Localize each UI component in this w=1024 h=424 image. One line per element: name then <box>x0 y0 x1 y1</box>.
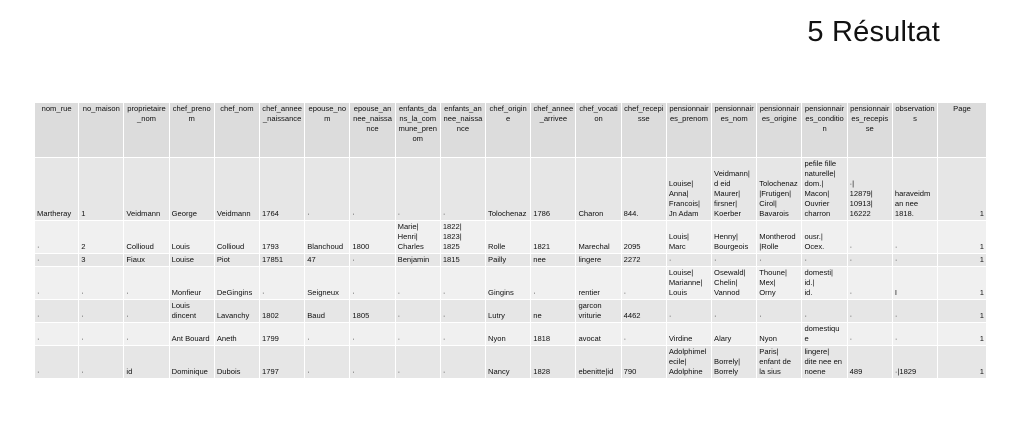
table-cell: Marie| Henri| Charles <box>395 221 440 254</box>
table-cell: Collioud <box>214 221 259 254</box>
column-header: observations <box>892 103 937 158</box>
table-cell: avocat <box>576 323 621 346</box>
table-cell: Charon <box>576 158 621 221</box>
table-cell: · <box>531 267 576 300</box>
table-row <box>35 323 987 346</box>
table-cell: Marechal <box>576 221 621 254</box>
column-header: chef_prenom <box>169 103 214 158</box>
table-cell: · <box>79 323 124 346</box>
table-cell: ousr.| Ocex. <box>802 221 847 254</box>
column-header: enfants_annee_naissance <box>440 103 485 158</box>
table-cell: id <box>124 346 169 379</box>
table-cell: 1821 <box>531 221 576 254</box>
column-header: pensionnaires_recepisse <box>847 103 892 158</box>
table-cell: Borrely| Borrely <box>712 346 757 379</box>
table-cell: 17851 <box>260 254 305 267</box>
table-cell: 2095 <box>621 221 666 254</box>
table-cell: · <box>395 323 440 346</box>
table-cell: Adolphimel ecile| Adolphine <box>666 346 711 379</box>
table-cell: 1 <box>938 323 986 346</box>
table-cell: · <box>440 300 485 323</box>
table-cell: rentier <box>576 267 621 300</box>
table-cell: · <box>79 346 124 379</box>
table-cell: Alary <box>712 323 757 346</box>
table-cell: Aneth <box>214 323 259 346</box>
table-cell: Montherod |Rolle <box>757 221 802 254</box>
table-cell: · <box>395 158 440 221</box>
table-header-row <box>35 103 987 158</box>
column-header: chef_vocation <box>576 103 621 158</box>
table-cell: DeGingins <box>214 267 259 300</box>
table-cell: domesti| id.| id. <box>802 267 847 300</box>
table-cell: 1797 <box>260 346 305 379</box>
table-cell: · <box>79 300 124 323</box>
table-cell: 1818 <box>531 323 576 346</box>
table-cell: Lutry <box>486 300 531 323</box>
column-header: pensionnaires_origine <box>757 103 802 158</box>
table-cell: Fiaux <box>124 254 169 267</box>
table-cell: 1764 <box>260 158 305 221</box>
table-cell: 1 <box>938 300 986 323</box>
table-row <box>35 158 987 221</box>
table-cell: · <box>892 323 937 346</box>
column-header: proprietaire_nom <box>124 103 169 158</box>
table-cell: · <box>305 346 350 379</box>
table-cell: · <box>892 221 937 254</box>
table-cell: Gingins <box>486 267 531 300</box>
table-cell: 1828 <box>531 346 576 379</box>
column-header: pensionnaires_nom <box>712 103 757 158</box>
column-header: chef_origine <box>486 103 531 158</box>
table-cell: · <box>395 267 440 300</box>
table-cell: · <box>305 158 350 221</box>
table-cell: · <box>350 323 395 346</box>
table-cell: Veidmann| d eid Maurer| firsner| Koerber <box>712 158 757 221</box>
table-cell: · <box>440 346 485 379</box>
table-cell: Louis| Marc <box>666 221 711 254</box>
table-cell: 1793 <box>260 221 305 254</box>
column-header: chef_annee_arrivee <box>531 103 576 158</box>
table-cell: · <box>892 254 937 267</box>
table-cell: lingere <box>576 254 621 267</box>
table-cell: · <box>395 300 440 323</box>
column-header: epouse_nom <box>305 103 350 158</box>
table-cell: Baud <box>305 300 350 323</box>
table-cell: · <box>847 323 892 346</box>
column-header: chef_recepisse <box>621 103 666 158</box>
table-cell: haraveidm an nee 1818. <box>892 158 937 221</box>
table-cell: 1802 <box>260 300 305 323</box>
table-cell: · <box>847 254 892 267</box>
table-cell: 47 <box>305 254 350 267</box>
table-cell: 4462 <box>621 300 666 323</box>
table-cell: domestiqu e <box>802 323 847 346</box>
table-cell: · <box>666 254 711 267</box>
table-cell: · <box>350 158 395 221</box>
table-cell: Virdine <box>666 323 711 346</box>
table-cell: Dubois <box>214 346 259 379</box>
table-cell: 1 <box>938 221 986 254</box>
table-cell: · <box>35 221 79 254</box>
table-cell: · <box>350 346 395 379</box>
table-cell: Louise <box>169 254 214 267</box>
table-cell: Thoune| Mex| Orny <box>757 267 802 300</box>
table-cell: Piot <box>214 254 259 267</box>
table-cell: 1822| 1823| 1825 <box>440 221 485 254</box>
table-cell: Tolochenaz <box>486 158 531 221</box>
table-cell: · <box>35 254 79 267</box>
table-cell: 1 <box>938 158 986 221</box>
table-cell: 1805 <box>350 300 395 323</box>
table-cell: 489 <box>847 346 892 379</box>
results-table <box>34 102 986 378</box>
column-header: epouse_annee_naissance <box>350 103 395 158</box>
table-cell: 844. <box>621 158 666 221</box>
table-cell: pefile fille naturelle| dom.| Macon| Ouvrier charron <box>802 158 847 221</box>
table-cell: Louis <box>169 221 214 254</box>
table-cell: · <box>440 323 485 346</box>
table-cell: · <box>621 267 666 300</box>
table-cell: · <box>757 254 802 267</box>
table-cell: · <box>124 267 169 300</box>
table-cell: Blanchoud <box>305 221 350 254</box>
table-cell: 1786 <box>531 158 576 221</box>
table-cell: · <box>440 158 485 221</box>
table-cell: 2272 <box>621 254 666 267</box>
table-cell: 1 <box>79 158 124 221</box>
column-header: nom_rue <box>35 103 79 158</box>
table-cell: · <box>802 300 847 323</box>
table-row <box>35 221 987 254</box>
column-header: pensionnaires_prenom <box>666 103 711 158</box>
table-cell: 1800 <box>350 221 395 254</box>
table-cell: · <box>712 300 757 323</box>
table-cell: Veidmann <box>214 158 259 221</box>
table-cell: nee <box>531 254 576 267</box>
table-cell: · <box>79 267 124 300</box>
table-cell: · <box>35 267 79 300</box>
table-cell: · <box>847 267 892 300</box>
table-cell: Lavanchy <box>214 300 259 323</box>
table-row <box>35 254 987 267</box>
table-cell: · <box>305 323 350 346</box>
table-cell: Dominique <box>169 346 214 379</box>
table-row <box>35 300 987 323</box>
table-cell: Seigneux <box>305 267 350 300</box>
table-cell: 3 <box>79 254 124 267</box>
table-cell: Monfieur <box>169 267 214 300</box>
table-cell: 2 <box>79 221 124 254</box>
table-cell: ·|1829 <box>892 346 937 379</box>
column-header: chef_nom <box>214 103 259 158</box>
table-cell: George <box>169 158 214 221</box>
table-cell: I <box>892 267 937 300</box>
table-cell: Veidmann <box>124 158 169 221</box>
table-cell: · <box>395 346 440 379</box>
table-cell: · <box>35 346 79 379</box>
table-body <box>35 158 987 379</box>
table-cell: · <box>757 300 802 323</box>
column-header: chef_annee_naissance <box>260 103 305 158</box>
table-cell: Tolochenaz |Frutigen| Cirol| Bavarois <box>757 158 802 221</box>
slide-title: 5 Résultat <box>807 16 940 48</box>
table-cell: 790 <box>621 346 666 379</box>
table-cell: 1815 <box>440 254 485 267</box>
table-cell: Rolle <box>486 221 531 254</box>
table-cell: Nancy <box>486 346 531 379</box>
table-cell: · <box>35 323 79 346</box>
table-cell: · <box>35 300 79 323</box>
table-cell: · <box>847 300 892 323</box>
table-cell: lingere| dite nee en noene <box>802 346 847 379</box>
table-cell: Louis dincent <box>169 300 214 323</box>
column-header: no_maison <box>79 103 124 158</box>
table-cell: ebenitte|id <box>576 346 621 379</box>
table-cell: ·| 12879| 10913| 16222 <box>847 158 892 221</box>
table-cell: Osewald| Chelin| Vannod <box>712 267 757 300</box>
table-cell: · <box>440 267 485 300</box>
table-cell: · <box>124 323 169 346</box>
table-cell: 1799 <box>260 323 305 346</box>
table-row <box>35 346 987 379</box>
table-cell: · <box>892 300 937 323</box>
table-cell: · <box>712 254 757 267</box>
table-cell: Benjamin <box>395 254 440 267</box>
table-cell: 1 <box>938 267 986 300</box>
table-cell: Paris| enfant de la sius <box>757 346 802 379</box>
table-cell: Martheray <box>35 158 79 221</box>
table-cell: 1 <box>938 254 986 267</box>
table-cell: · <box>124 300 169 323</box>
table-cell: Henny| Bourgeois <box>712 221 757 254</box>
table-cell: · <box>350 254 395 267</box>
table-cell: Nyon <box>486 323 531 346</box>
column-header: enfants_dans_la_commune_prenom <box>395 103 440 158</box>
table-cell: Nyon <box>757 323 802 346</box>
table-row <box>35 267 987 300</box>
table-cell: Pailly <box>486 254 531 267</box>
table-cell: 1 <box>938 346 986 379</box>
table-cell: garcon vriturie <box>576 300 621 323</box>
table-cell: · <box>621 323 666 346</box>
table-cell: Collioud <box>124 221 169 254</box>
table-cell: Ant Bouard <box>169 323 214 346</box>
table-cell: Louise| Marianne| Louis <box>666 267 711 300</box>
table-cell: · <box>350 267 395 300</box>
column-header: pensionnaires_condition <box>802 103 847 158</box>
table-cell: · <box>802 254 847 267</box>
table-cell: ne <box>531 300 576 323</box>
table-cell: Louise| Anna| Francois| Jn Adam <box>666 158 711 221</box>
table-cell: · <box>260 267 305 300</box>
table-cell: · <box>847 221 892 254</box>
table-cell: · <box>666 300 711 323</box>
column-header: Page <box>938 103 986 158</box>
